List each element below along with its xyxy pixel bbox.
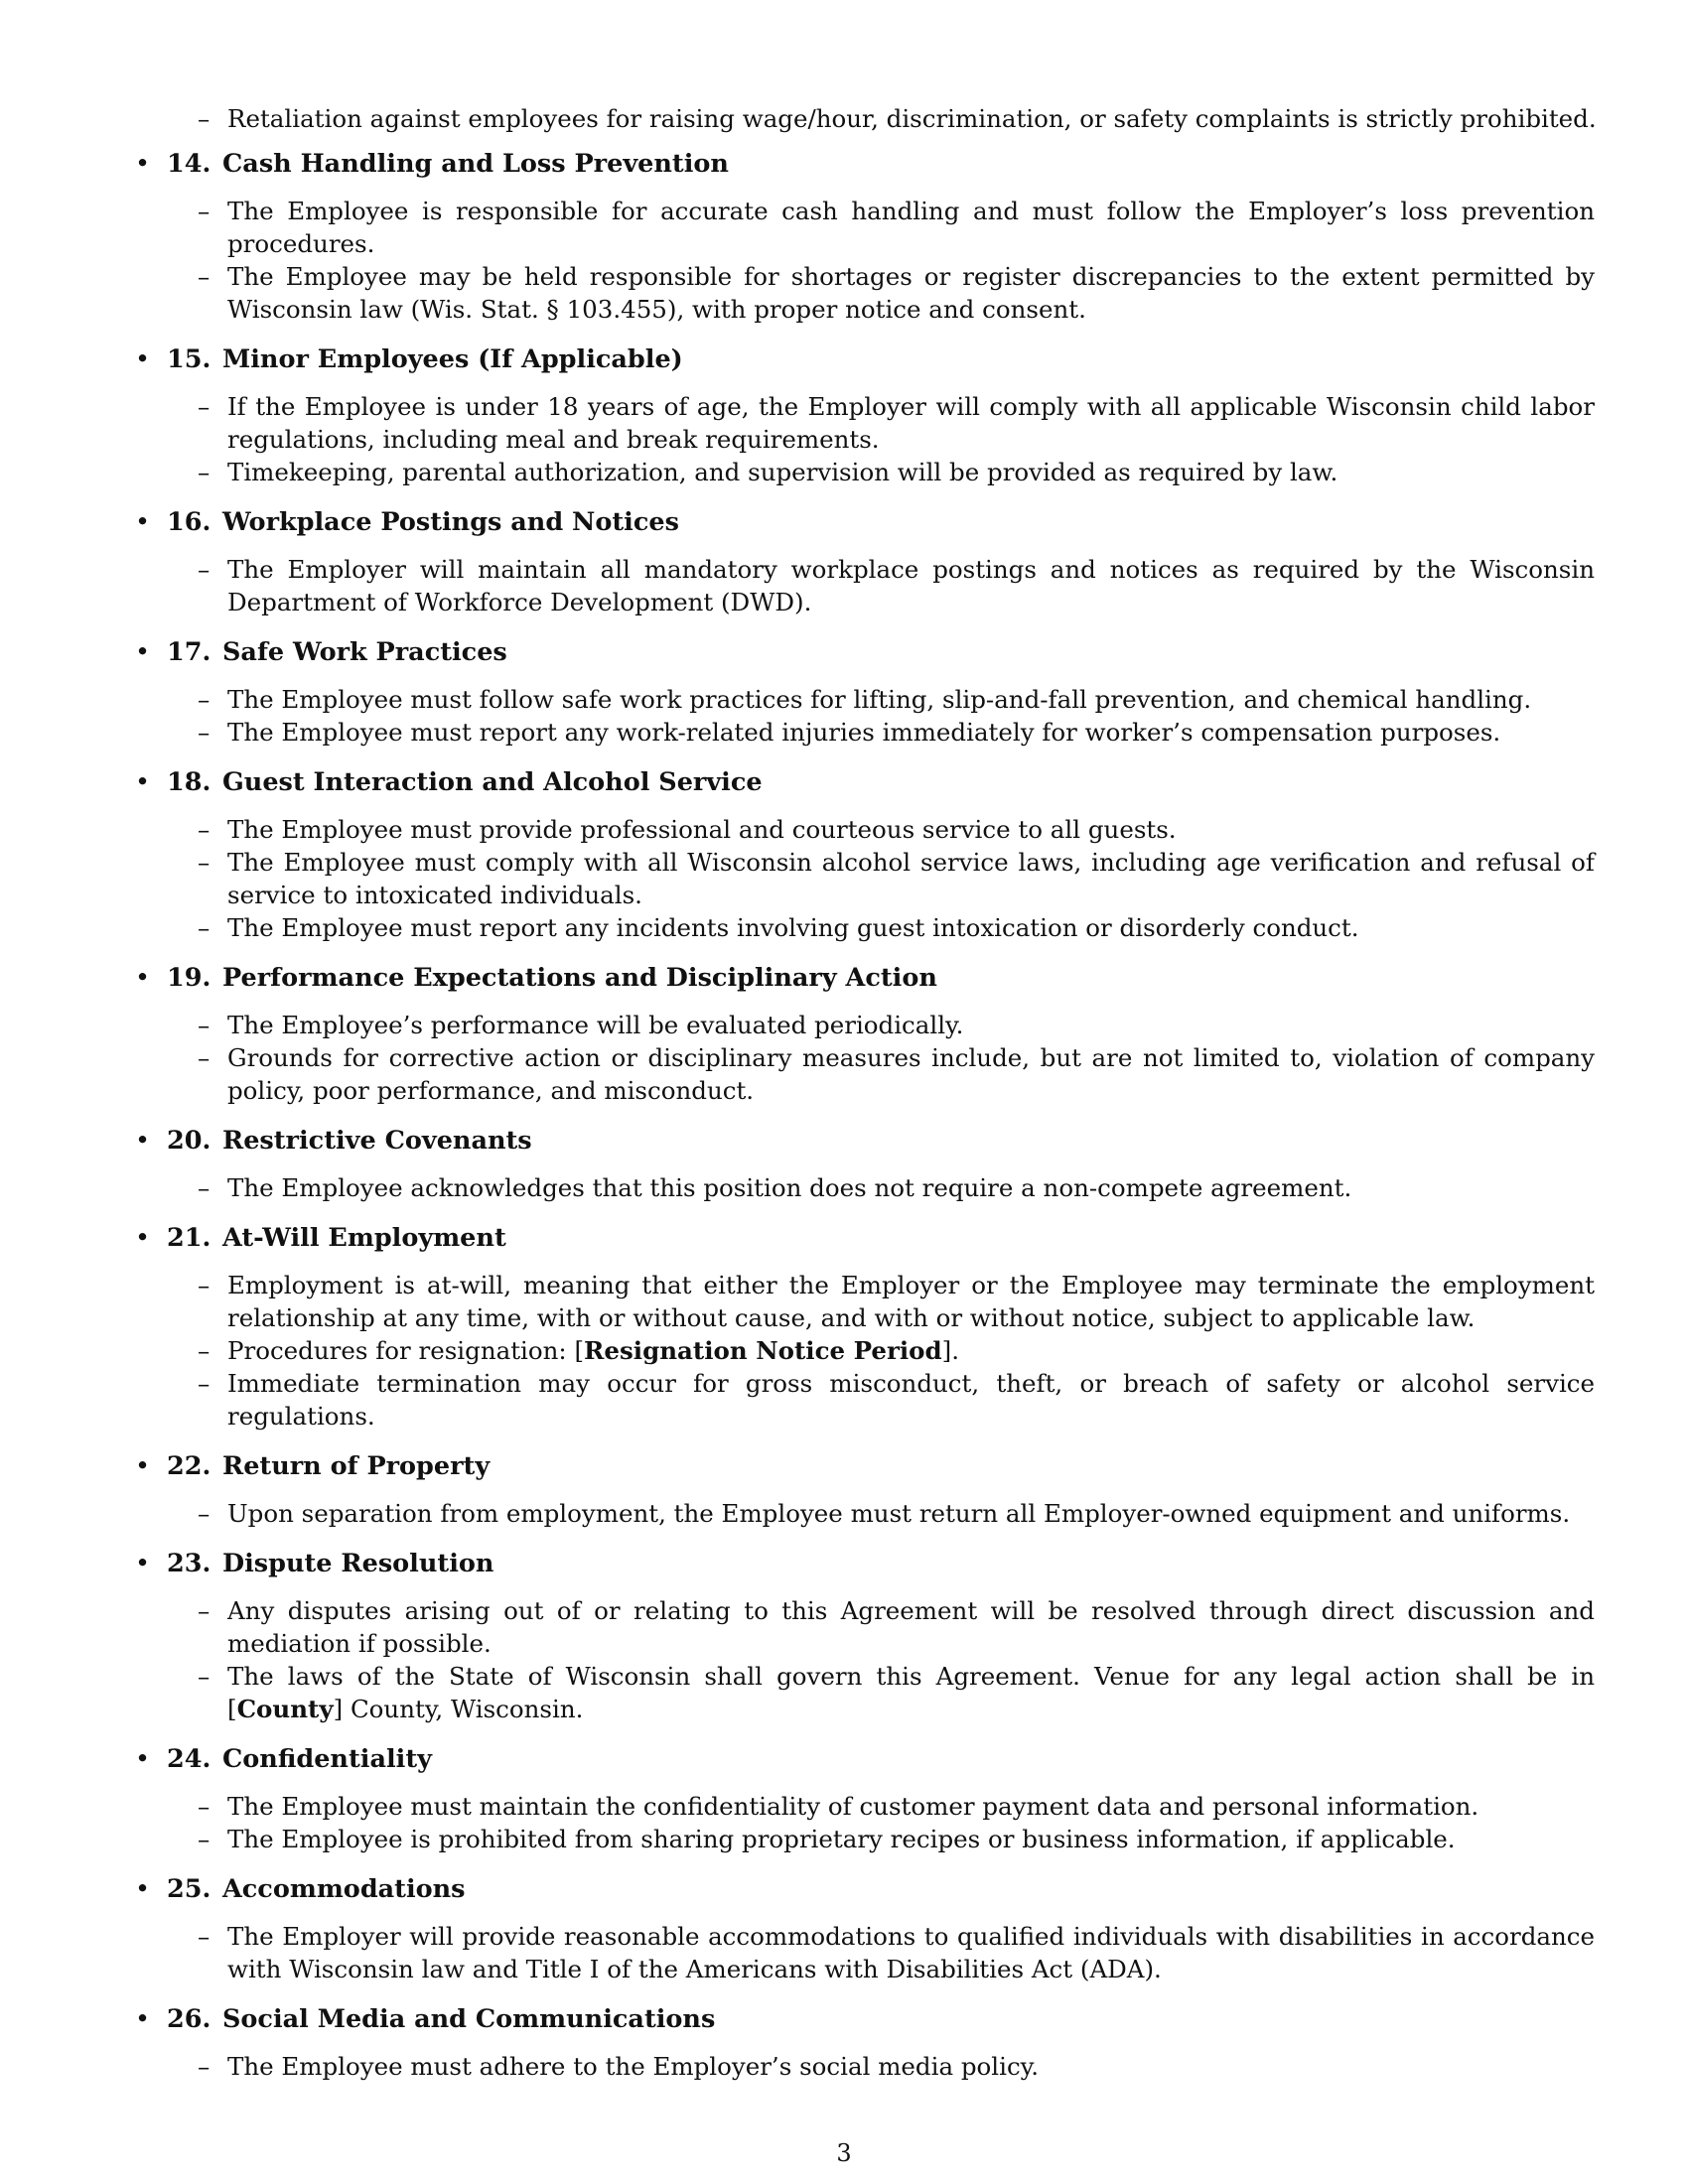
section-14 [135,147,1595,326]
list-item [198,813,1595,846]
section-items [198,1171,1595,1204]
section-21 [135,1221,1595,1433]
list-item-text: Timekeeping, parental authorization, and supervision will be provided as required by law. [227,458,1338,486]
list-item-text: The Employee must report any work-related injuries immediately for worker’s compensation purposes. [227,718,1501,747]
list-item-text: The Employee must comply with all Wisconsin alcohol service laws, including age verification and refusal of service to intoxicated individuals. [227,848,1595,909]
list-item-text: The Employee is responsible for accurate cash handling and must follow the Employer’s loss prevention procedures. [227,197,1595,258]
list-item-text: ]. [941,1336,959,1365]
dash-marker: – [198,555,211,584]
section-heading [135,147,1595,181]
list-item-text: The Employer will provide reasonable accommodations to qualified individuals with disabilities in accordance with Wisconsin law and Title I of the Americans with Disabilities Act (ADA). [227,1922,1595,1983]
dash-marker: – [198,718,211,747]
list-item [198,911,1595,944]
dash-marker: – [198,458,211,486]
section-number: 14. [167,149,211,179]
dash-marker: – [198,104,211,133]
list-item-text: The Employee must follow safe work practices for lifting, slip-and-fall prevention, and chemical handling. [227,685,1532,714]
list-item [198,2050,1595,2083]
section-title: Return of Property [222,1451,491,1481]
section-title: Safe Work Practices [222,637,507,667]
section-23 [135,1547,1595,1725]
list-item-text: The Employee must provide professional and courteous service to all guests. [227,815,1177,844]
section-title: Guest Interaction and Alcohol Service [222,767,763,797]
section-number: 26. [167,2004,211,2034]
section-number: 21. [167,1223,211,1253]
dash-marker: – [198,1792,211,1821]
list-item [198,1594,1595,1660]
list-item [198,456,1595,488]
section-heading [135,342,1595,376]
placeholder-field: Resignation Notice Period [584,1336,942,1365]
section-20 [135,1124,1595,1204]
section-number: 17. [167,637,211,667]
section-heading [135,1547,1595,1580]
list-item [198,1823,1595,1855]
list-item-text: The Employee is prohibited from sharing proprietary recipes or business information, if applicable. [227,1825,1456,1853]
list-item [198,683,1595,716]
section-title: Dispute Resolution [222,1549,494,1578]
bullet-marker: • [135,767,151,797]
dash-marker: – [198,197,211,225]
bullet-marker: • [135,963,151,993]
section-number: 25. [167,1874,211,1904]
dash-marker: – [198,1271,211,1299]
list-item-text: Any disputes arising out of or relating to this Agreement will be resolved through direct discussion and mediation if possible. [227,1596,1595,1658]
list-item [198,390,1595,456]
section-items [198,683,1595,749]
dash-marker: – [198,1043,211,1072]
dash-marker: – [198,1825,211,1853]
section-number: 20. [167,1126,211,1156]
section-heading [135,1124,1595,1158]
dash-marker: – [198,1499,211,1528]
list-item-text: The Employee’s performance will be evaluated periodically. [227,1011,964,1039]
section-heading [135,1449,1595,1483]
section-heading [135,635,1595,669]
bullet-marker: • [135,507,151,537]
dash-marker: – [198,1369,211,1398]
section-number: 15. [167,344,211,374]
list-item [198,1660,1595,1725]
list-item [198,1171,1595,1204]
continued-list-item [198,102,1618,135]
list-item-text: The Employee must report any incidents involving guest intoxication or disorderly conduct. [227,913,1359,942]
list-item-text: If the Employee is under 18 years of age, the Employer will comply with all applicable Wisconsin child labor regulations, including meal and break requirements. [227,392,1595,454]
list-item-text: The Employee must adhere to the Employer’s social media policy. [227,2052,1040,2081]
section-heading [135,1221,1595,1255]
section-18 [135,765,1595,944]
list-item-text: Upon separation from employment, the Employee must return all Employer-owned equipment and uniforms. [227,1499,1571,1528]
dash-marker: – [198,2052,211,2081]
list-item-text: Grounds for corrective action or disciplinary measures include, but are not limited to, violation of company policy, poor performance, and misconduct. [227,1043,1595,1105]
list-item [198,1920,1595,1985]
list-item [198,1367,1595,1433]
bullet-marker: • [135,2004,151,2034]
section-heading [135,765,1595,799]
section-24 [135,1742,1595,1855]
section-title: Performance Expectations and Disciplinary Action [222,963,937,993]
bullet-marker: • [135,637,151,667]
bullet-marker: • [135,1126,151,1156]
list-item [198,1497,1595,1530]
dash-marker: – [198,913,211,942]
section-items [198,1009,1595,1107]
section-15 [135,342,1595,488]
list-item [198,195,1595,260]
dash-marker: – [198,1011,211,1039]
page-number: 3 [836,2139,852,2167]
list-item-text: The Employee may be held responsible for shortages or register discrepancies to the extent permitted by Wisconsin law (Wis. Stat. § 103.455), with proper notice and consent. [227,262,1595,324]
bullet-marker: • [135,1451,151,1481]
section-19 [135,961,1595,1107]
list-item-text: The Employer will maintain all mandatory workplace postings and notices as required by the Wisconsin Department of Workforce Development (DWD). [227,555,1595,616]
section-title: At-Will Employment [222,1223,506,1253]
section-25 [135,1872,1595,1985]
list-item [198,1041,1595,1107]
dash-marker: – [198,815,211,844]
section-list [135,147,1595,2100]
dash-marker: – [198,392,211,421]
bullet-marker: • [135,344,151,374]
section-items [198,195,1595,326]
list-item [198,716,1595,749]
section-items [198,1497,1595,1530]
section-number: 16. [167,507,211,537]
dash-marker: – [198,1922,211,1951]
section-title: Accommodations [222,1874,466,1904]
section-title: Social Media and Communications [222,2004,716,2034]
section-number: 22. [167,1451,211,1481]
bullet-marker: • [135,1744,151,1774]
section-title: Minor Employees (If Applicable) [222,344,683,374]
list-item-text: Employment is at-will, meaning that either the Employer or the Employee may terminate the employment relationship at any time, with or without cause, and with or without notice, subject to applicable law. [227,1271,1595,1332]
section-items [198,2050,1595,2083]
section-number: 24. [167,1744,211,1774]
list-item-text: The Employee acknowledges that this position does not require a non-compete agreement. [227,1173,1352,1202]
list-item [198,1269,1595,1334]
list-item [198,260,1595,326]
bullet-marker: • [135,1549,151,1578]
bullet-marker: • [135,1223,151,1253]
list-item-text: The laws of the State of Wisconsin shall govern this Agreement. Venue for any legal action shall be in [ [227,1662,1595,1723]
dash-marker: – [198,848,211,877]
section-title: Restrictive Covenants [222,1126,532,1156]
section-items [198,1269,1595,1433]
section-items [198,390,1595,488]
section-number: 23. [167,1549,211,1578]
section-heading [135,1742,1595,1776]
section-items [198,1790,1595,1855]
section-title: Cash Handling and Loss Prevention [222,149,729,179]
section-22 [135,1449,1595,1530]
section-items [198,1594,1595,1725]
section-title: Confidentiality [222,1744,432,1774]
section-title: Workplace Postings and Notices [222,507,679,537]
section-17 [135,635,1595,749]
list-item-text: Immediate termination may occur for gross misconduct, theft, or breach of safety or alcohol service regulations. [227,1369,1595,1431]
section-heading [135,1872,1595,1906]
list-item [198,1790,1595,1823]
section-26 [135,2002,1595,2083]
section-number: 18. [167,767,211,797]
dash-marker: – [198,685,211,714]
section-items [198,813,1595,944]
placeholder-field: County [236,1695,334,1723]
section-16 [135,505,1595,618]
list-item [198,553,1595,618]
dash-marker: – [198,1336,211,1365]
list-item-text: ] County, Wisconsin. [333,1695,584,1723]
section-heading [135,505,1595,539]
dash-marker: – [198,1596,211,1625]
section-items [198,553,1595,618]
section-heading [135,961,1595,995]
section-items [198,1920,1595,1985]
section-heading [135,2002,1595,2036]
bullet-marker: • [135,149,151,179]
list-item-text: Procedures for resignation: [ [227,1336,585,1365]
section-number: 19. [167,963,211,993]
list-item-text: The Employee must maintain the confidentiality of customer payment data and personal information. [227,1792,1479,1821]
list-item-text: Retaliation against employees for raising wage/hour, discrimination, or safety complaints is strictly prohibited. [227,104,1597,133]
dash-marker: – [198,1173,211,1202]
list-item [198,846,1595,911]
list-item [198,1334,1595,1367]
list-item [198,1009,1595,1041]
dash-marker: – [198,262,211,291]
bullet-marker: • [135,1874,151,1904]
dash-marker: – [198,1662,211,1691]
